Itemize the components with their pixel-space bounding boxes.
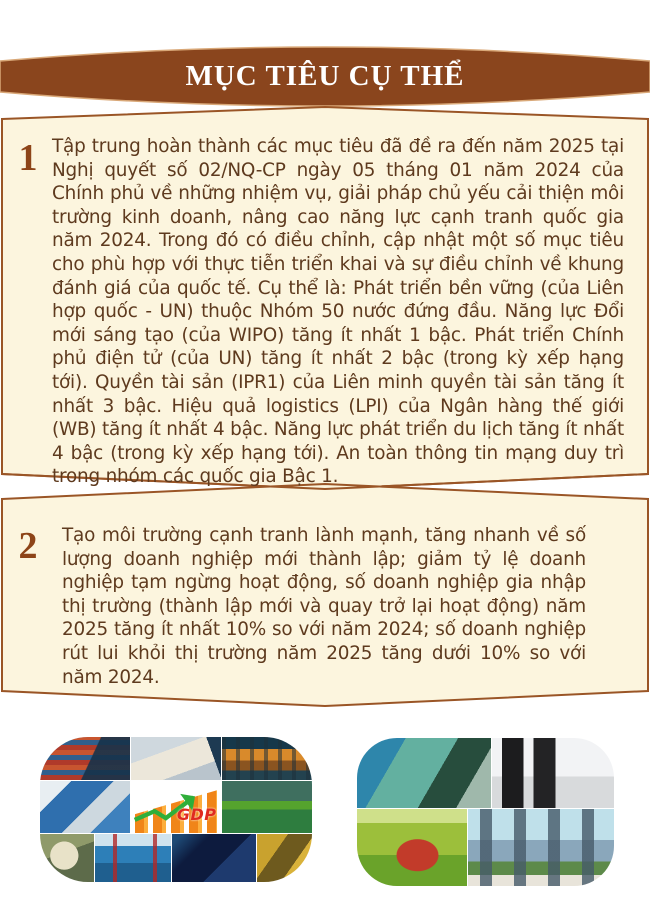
photo-rice-harvester	[357, 809, 467, 886]
photo-garment-factory-workers	[40, 781, 130, 833]
collage-left-row-2	[40, 781, 312, 833]
page-title: MỤC TIÊU CỤ THỂ	[185, 60, 465, 92]
gdp-label: GDP	[176, 804, 217, 824]
collage-left-row-3	[40, 834, 312, 882]
photo-call-center-office	[492, 738, 614, 808]
section-2-text: Tạo môi trường cạnh tranh lành mạnh, tăng nhanh về số lượng doanh nghiệp mới thành lập; giảm tỷ lệ doanh nghiệp tạm ngừng hoạt động, số doanh nghiệp gia nhập thị trường (thành lập mới và quay trở lại hoạt động) năm 2025 tăng ít nhất 10% so với năm 2024; số doanh nghiệp rút lui khỏi thị trường năm 2025 tăng dưới 10% so với năm 2024.	[62, 525, 586, 688]
section-1-text: Tập trung hoàn thành các mục tiêu đã đề ra đến năm 2025 tại Nghị quyết số 02/NQ-CP ngày 05 tháng 01 năm 2024 của Chính phủ về những nhiệm vụ, giải pháp chủ yếu cải thiện môi trường kinh doanh, nâng cao năng lực cạnh tranh quốc gia năm 2024. Trong đó có điều chỉnh, cập nhật một số mục tiêu cho phù hợp với thực tiễn triển khai và sự điều chỉnh về khung đánh giá của quốc tế. Cụ thể là: Phát triển bền vững (của Liên hợp quốc - UN) thuộc Nhóm 50 nước đứng đầu. Năng lực Đổi mới sáng tạo (của WIPO) tăng ít nhất 1 bậc. Phát triển Chính phủ điện tử (của UN) tăng ít nhất 2 bậc (trong kỳ xếp hạng tới). Quyền tài sản (IPR1) của Liên minh quyền tài sản tăng ít nhất 3 bậc. Hiệu quả logistics (LPI) của Ngân hàng thế giới (WB) tăng ít nhất 4 bậc. Năng lực phát triển du lịch tăng ít nhất 4 bậc (trong kỳ xếp hạng tới). An toàn thông tin mạng duy trì trong nhóm các quốc gia Bậc 1.	[52, 136, 624, 488]
photo-rice-field-mountains	[222, 781, 312, 833]
photo-refinery-night	[222, 737, 312, 780]
section-1-number: 1	[18, 137, 38, 179]
photo-factory-assembly-line	[357, 738, 491, 808]
photo-gdp-growth-chart	[131, 781, 221, 833]
photo-assembly-plant-yellow	[257, 834, 312, 882]
section-2-number: 2	[18, 525, 38, 567]
photo-cash-counting-hands	[131, 737, 221, 780]
collage-right-row-2	[357, 809, 614, 886]
industry-photo-collage	[357, 738, 614, 886]
photo-dollar-banknotes	[40, 834, 94, 882]
photo-stock-market-dark	[172, 834, 256, 882]
economy-photo-collage	[40, 737, 312, 882]
photo-fishing-boats	[95, 834, 171, 882]
collage-left-row-1	[40, 737, 312, 780]
collage-right-row-1	[357, 738, 614, 808]
photo-container-port	[40, 737, 130, 780]
photo-city-skyline	[468, 809, 614, 886]
